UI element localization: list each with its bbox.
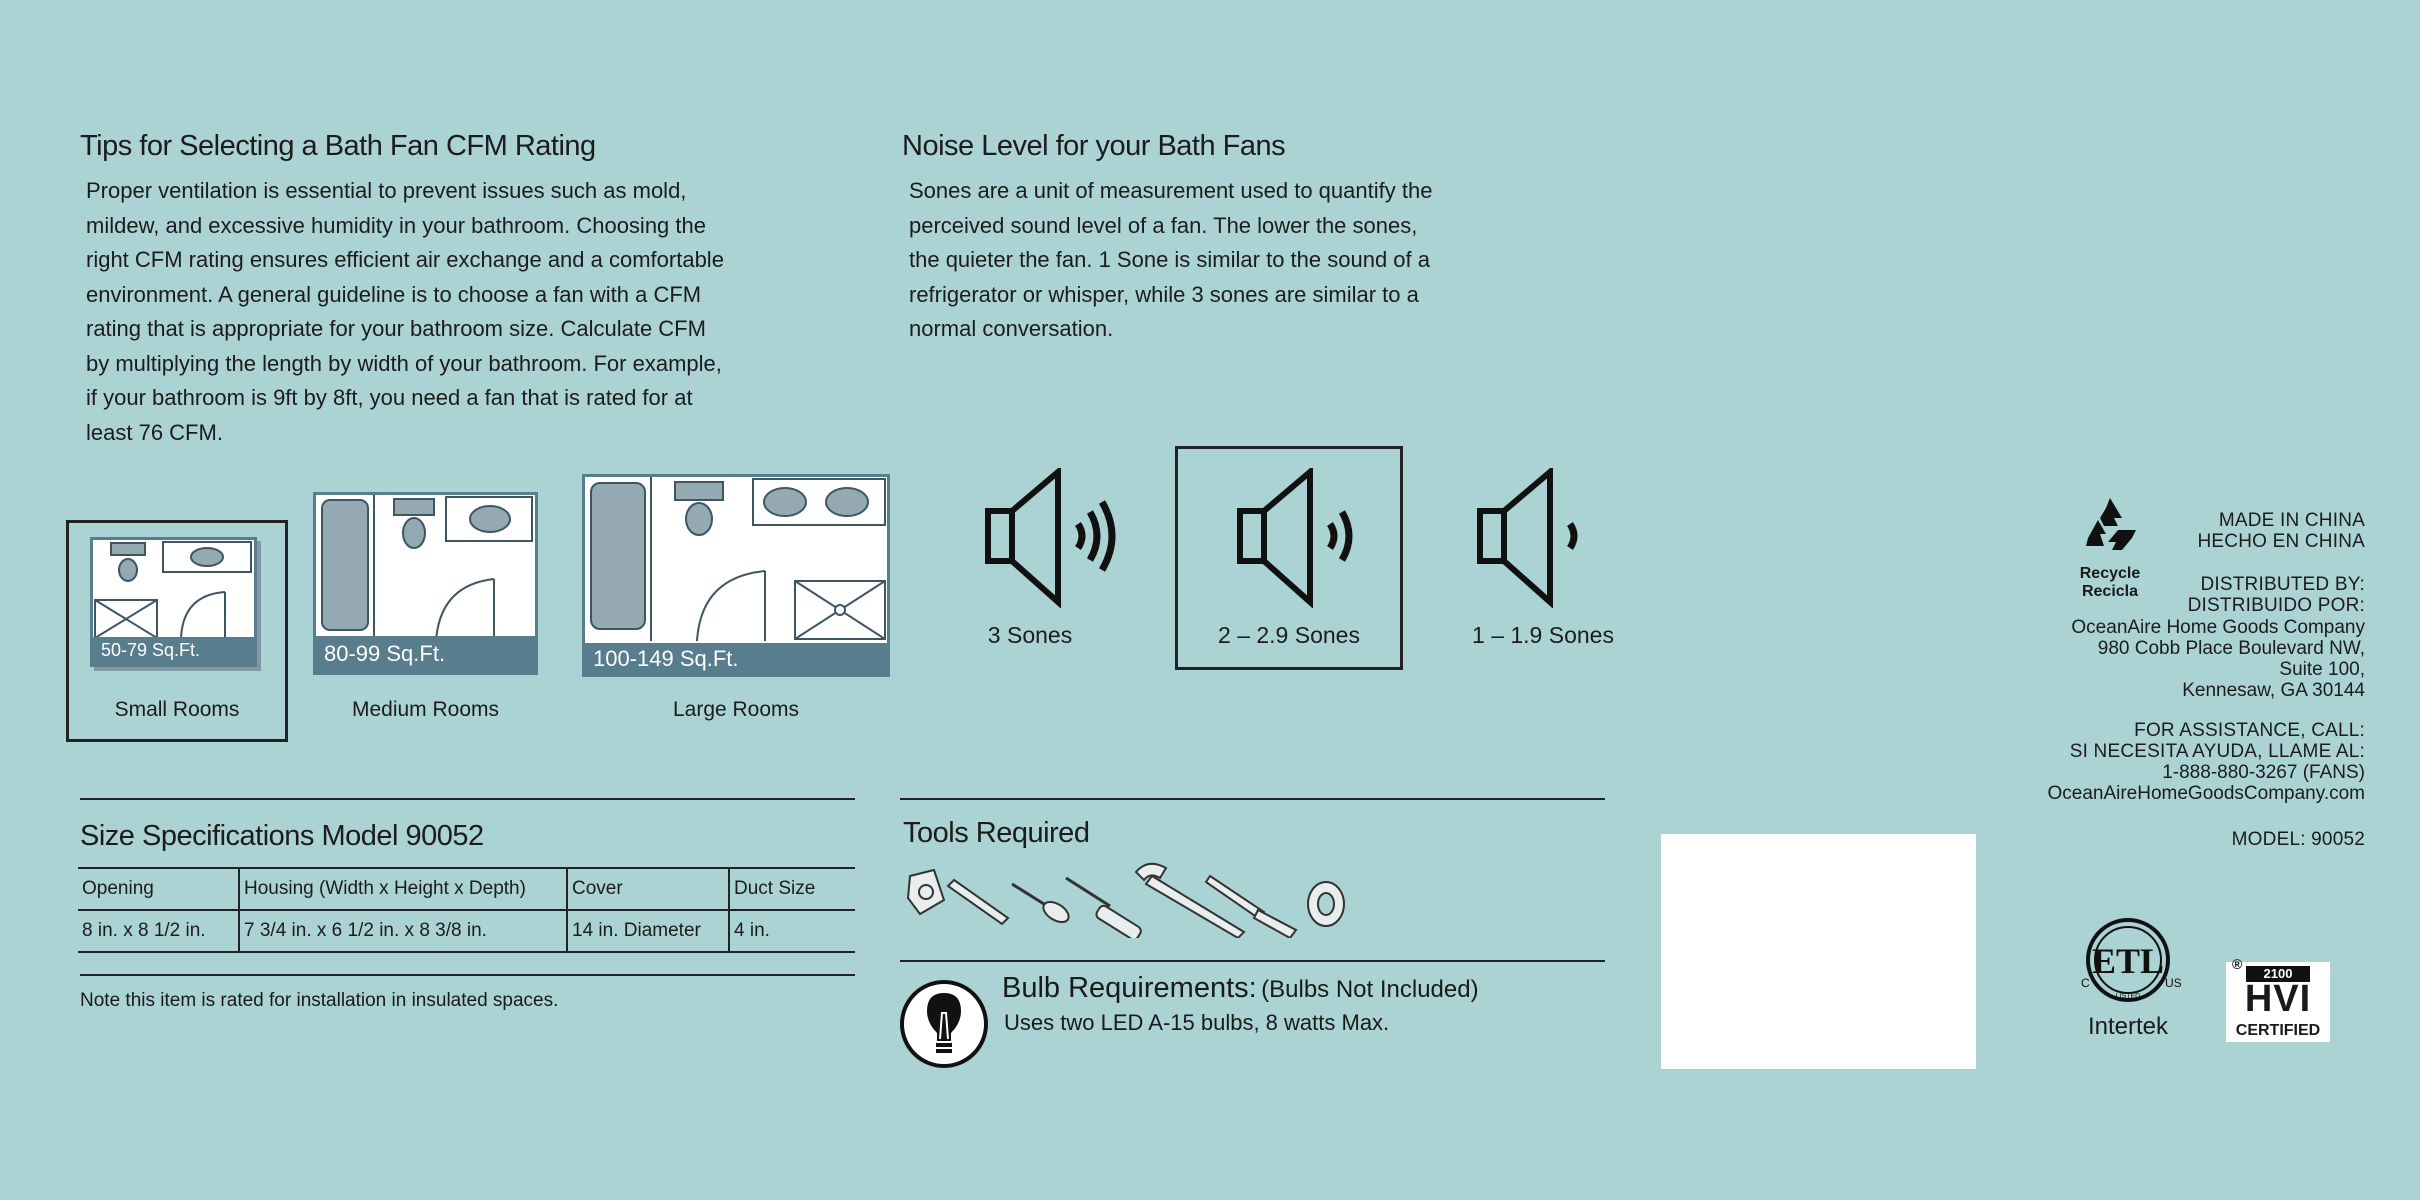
medium-room-area: 80-99 Sq.Ft. [316,636,535,672]
hecho-en-china: HECHO EN CHINA [2197,531,2365,552]
blank-label-area [1661,834,1976,1069]
light-bulb-icon [899,979,989,1069]
specs-header-opening: Opening [78,868,239,910]
intertek-label: Intertek [2087,1013,2169,1040]
address-line-2: Suite 100, [2279,659,2365,680]
assistance-label-en: FOR ASSISTANCE, CALL: [2134,720,2365,741]
sone-label-1: 1 – 1.9 Sones [1472,622,1614,648]
specs-header-duct: Duct Size [729,868,855,910]
tools-title: Tools Required [903,817,1090,849]
model-number: MODEL: 90052 [2231,829,2365,850]
large-room-label: Large Rooms [672,698,800,721]
hammer-icon [1136,864,1244,938]
address-line-1: 980 Cobb Place Boulevard NW, [2097,638,2365,659]
specs-note: Note this item is rated for installation in insulated spaces. [80,990,559,1011]
hvi-number: 2100 [2246,966,2310,982]
specs-header-housing: Housing (Width x Height x Depth) [239,868,567,910]
speaker-1-sone-icon [1474,468,1594,608]
etl-c-mark: C [2081,976,2090,990]
tips-line: Proper ventilation is essential to prevent issues such as mold, [86,178,687,203]
tips-title: Tips for Selecting a Bath Fan CFM Rating [80,130,596,162]
noise-paragraph [909,174,1509,347]
bulb-description: Uses two LED A-15 bulbs, 8 watts Max. [1004,1010,1390,1035]
specs-table [78,867,855,953]
large-room-area: 100-149 Sq.Ft. [585,643,887,674]
specs-value-cover: 14 in. Diameter [567,910,729,952]
specs-top-divider [80,798,855,800]
phone-number[interactable]: 1-888-880-3267 (FANS) [2162,762,2365,783]
recycle-label-es: Recicla [2081,583,2139,600]
speaker-2-sones-icon [1234,468,1364,608]
medium-room-floor-plan [313,492,538,675]
tape-measure-icon [908,870,944,914]
hvi-certified-text: CERTIFIED [2235,1022,2321,1039]
assistance-label-es: SI NECESITA AYUDA, LLAME AL: [2069,741,2365,762]
tools-illustration [904,858,1354,938]
made-in-china: MADE IN CHINA [2218,510,2365,531]
screwdriver-icon [1066,878,1143,938]
specs-header-row [78,868,855,910]
tips-line: by multiplying the length by width of your bathroom. For example, [86,350,722,376]
small-room-area: 50-79 Sq.Ft. [93,637,254,664]
tips-line: if your bathroom is 9ft by 8ft, you need a fan that is rated for at [86,385,693,410]
specs-bottom-divider [80,974,855,976]
distributed-by-label: DISTRIBUTED BY: [2200,574,2365,595]
bulb-heading [1002,972,1479,1005]
specs-header-cover: Cover [567,868,729,910]
noise-title: Noise Level for your Bath Fans [902,130,1286,162]
hvi-certified-mark: ® 2100 HVI CERTIFIED [2226,962,2330,1042]
noise-line: perceived sound level of a fan. The lower the sones, [909,212,1418,238]
large-room-floor-plan [582,474,890,677]
utility-knife-icon [1206,876,1296,938]
specs-value-row [78,910,855,952]
distribuido-por-label: DISTRIBUIDO POR: [2187,595,2365,616]
etl-listed-mark [2073,915,2183,1015]
sone-label-2: 2 – 2.9 Sones [1218,622,1360,648]
recycle-icon [2078,494,2142,554]
tools-bottom-divider [900,960,1605,962]
tips-line: rating that is appropriate for your bathroom size. Calculate CFM [86,316,706,341]
small-room-label: Small Rooms [114,698,240,721]
specs-value-housing: 7 3/4 in. x 6 1/2 in. x 8 3/8 in. [239,910,567,952]
small-room-floor-plan [90,537,257,667]
company-name: OceanAire Home Goods Company [2071,617,2365,638]
noise-line: normal conversation. [909,316,1114,341]
svg-text:ETL: ETL [2091,941,2165,981]
tips-line: least 76 CFM. [86,419,223,445]
website-link[interactable]: OceanAireHomeGoodsCompany.com [2047,783,2365,804]
recycle-label [2070,565,2150,601]
noise-line: the quieter the fan. 1 Sone is similar to the sound of a [909,247,1430,272]
electrical-tape-icon [1308,882,1344,926]
bulb-title-note: (Bulbs Not Included) [1261,976,1479,1003]
medium-room-label: Medium Rooms [351,698,500,721]
specs-value-opening: 8 in. x 8 1/2 in. [78,910,239,952]
tips-line: environment. A general guideline is to choose a fan with a CFM [86,281,702,307]
recycle-label-en: Recycle [2079,565,2141,582]
etl-us-mark: US [2165,976,2182,990]
tips-line: right CFM rating ensures efficient air exchange and a comfortable [86,247,724,272]
bulb-title: Bulb Requirements: [1002,972,1257,1004]
speaker-3-sones-icon [982,468,1122,608]
tips-paragraph [86,174,816,450]
sone-label-3: 3 Sones [987,622,1073,648]
tips-line: mildew, and excessive humidity in your bathroom. Choosing the [86,212,706,238]
small-screwdriver-icon [1012,884,1072,926]
address-line-3: Kennesaw, GA 30144 [2182,680,2365,701]
hvi-text: HVI [2244,978,2312,1020]
pencil-icon [948,880,1008,924]
noise-line: Sones are a unit of measurement used to quantify the [909,178,1433,203]
tools-top-divider [900,798,1605,800]
specs-title: Size Specifications Model 90052 [80,820,484,852]
noise-line: refrigerator or whisper, while 3 sones are similar to a [909,281,1419,307]
etl-listed-text: LISTED [2115,993,2141,1000]
specs-value-duct: 4 in. [729,910,855,952]
